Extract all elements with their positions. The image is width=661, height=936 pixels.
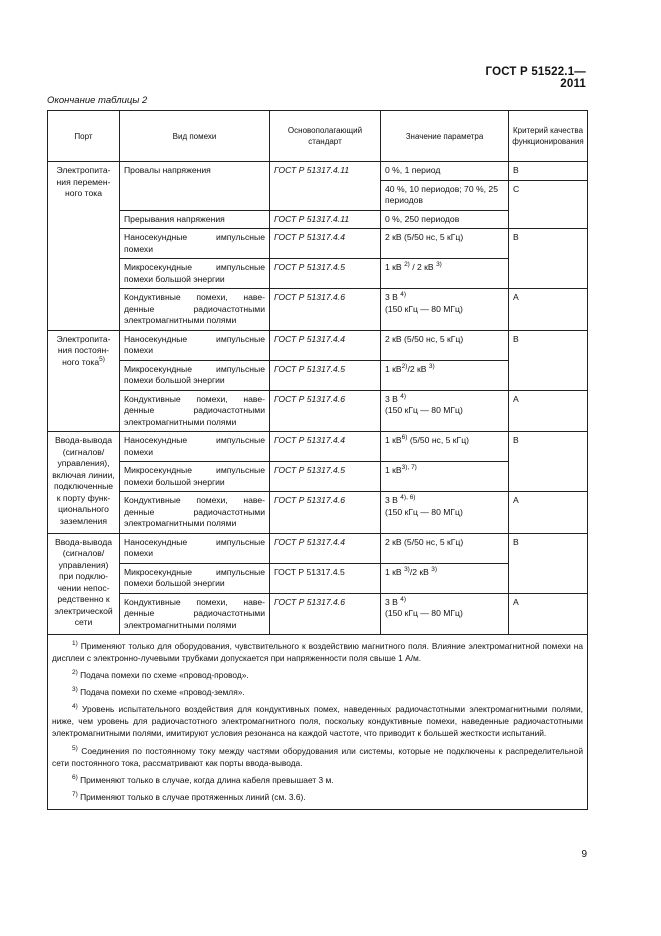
notes-cell — [48, 635, 588, 810]
table-row — [48, 289, 588, 331]
standard-cell: ГОСТ Р 51317.4.4 — [270, 330, 381, 360]
table-row — [48, 593, 588, 635]
criterion-cell: C — [509, 180, 588, 229]
value-cell: 3 В $^{4)}$ (150 кГц — 80 МГц) — [381, 289, 509, 331]
footnote: $^{7)}$ Применяют только в случае протяженных линий (см. 3.6). — [72, 790, 306, 802]
table-row — [48, 462, 588, 492]
footnote: $^{5)}$ Соединения по постоянному току между частями оборудования или системы, которые не подключены к распределительной сети постоянного тока, рассматривают как порты ввода-вывода. — [52, 744, 583, 768]
standard-cell: ГОСТ Р 51317.4.5 — [270, 462, 381, 492]
table-row — [48, 210, 588, 229]
standard-cell: ГОСТ Р 51317.4.11 — [270, 162, 381, 211]
criterion-cell: B — [509, 432, 588, 492]
value-cell: 1 кВ $^{3)}$/2 кВ $^{3)}$ — [381, 563, 509, 593]
standard-cell: ГОСТ Р 51317.4.4 — [270, 229, 381, 259]
criterion-cell: B — [509, 229, 588, 289]
page-number: 9 — [581, 849, 587, 860]
standard-cell: ГОСТ Р 51317.4.6 — [270, 593, 381, 635]
type-cell: Микросекундные импульсные помехи большой энергии — [120, 563, 270, 593]
standard-cell: ГОСТ Р 51317.4.4 — [270, 432, 381, 462]
value-cell: 1 $кВ^{6)}$ (5/50 нс, 5 кГц) — [381, 432, 509, 462]
table-row — [48, 360, 588, 390]
port-cell: Электропитания переменного тока — [48, 162, 120, 331]
standard-cell: ГОСТ Р 51317.4.5 — [270, 360, 381, 390]
type-cell: Микросекундные импульсные помехи большой энергии — [120, 259, 270, 289]
table-row — [48, 330, 588, 360]
value-cell: 1 $кВ^{3), 7)}$ — [381, 462, 509, 492]
type-cell: Прерывания напряжения — [120, 210, 270, 229]
type-cell: Кондуктивные помехи, наведенные радиочастотными электромагнитными полями — [120, 492, 270, 534]
header-port: Порт — [48, 111, 120, 162]
type-cell: Провалы напряжения — [120, 162, 270, 211]
type-cell: Микросекундные импульсные помехи большой энергии — [120, 360, 270, 390]
table-row — [48, 533, 588, 563]
table-row — [48, 563, 588, 593]
value-cell: 3 В $^{4)}$ (150 кГц — 80 МГц) — [381, 390, 509, 432]
type-cell: Наносекундные импульсные помехи — [120, 229, 270, 259]
type-cell: Наносекундные импульсные помехи — [120, 330, 270, 360]
criterion-cell: B — [509, 162, 588, 181]
type-cell: Кондуктивные помехи, наведенные радиочастотными электромагнитными полями — [120, 390, 270, 432]
value-cell: 2 кВ (5/50 нс, 5 кГц) — [381, 229, 509, 259]
table-row — [48, 390, 588, 432]
header-type: Вид помехи — [120, 111, 270, 162]
standard-cell: ГОСТ Р 51317.4.4 — [270, 533, 381, 563]
standard-cell: ГОСТ Р 51317.4.6 — [270, 390, 381, 432]
table-row — [48, 259, 588, 289]
header-criterion: Критерий качества функционирования — [509, 111, 588, 162]
value-cell: 3 В $^{4), 6)}$ (150 кГц — 80 МГц) — [381, 492, 509, 534]
type-cell: Кондуктивные помехи, наведенные радиочастотными электромагнитными полями — [120, 289, 270, 331]
criterion-cell: A — [509, 492, 588, 534]
port-cell: Ввода-вывода (сигналов/ управления) при подключении непосредственно к электрической сети — [48, 533, 120, 635]
type-cell: Наносекундные импульсные помехи — [120, 432, 270, 462]
table-row — [48, 432, 588, 462]
table-row — [48, 229, 588, 259]
value-cell: 40 %, 10 периодов; 70 %, 25 периодов — [381, 180, 509, 210]
standard-cell: ГОСТ Р 51317.4.11 — [270, 210, 381, 229]
notes-row — [48, 635, 588, 810]
value-cell: 2 кВ (5/50 нс, 5 кГц) — [381, 533, 509, 563]
footnote: $^{3)}$ Подача помехи по схеме «провод-земля». — [72, 686, 245, 697]
criterion-cell: A — [509, 289, 588, 331]
type-cell: Микросекундные импульсные помехи большой энергии — [120, 462, 270, 492]
footnote: $^{6)}$ Применяют только в случае, когда длина кабеля превышает 3 м. — [72, 773, 334, 785]
value-cell: 0 %, 250 периодов — [381, 210, 509, 229]
value-cell: 1 $кВ^{2)}/2$ кВ $^{3)}$ — [381, 360, 509, 390]
table-row — [48, 162, 588, 181]
document-code: ГОСТ Р 51522.1—2011 — [485, 66, 586, 90]
emc-test-table — [47, 110, 588, 810]
port-cell: Электропитания постоянного тока$^{5)}$ — [48, 330, 120, 432]
header-value: Значение параметра — [381, 111, 509, 162]
type-cell: Кондуктивные помехи, наведенные радиочастотными электромагнитными полями — [120, 593, 270, 635]
standard-cell: ГОСТ Р 51317.4.6 — [270, 289, 381, 331]
criterion-cell: B — [509, 533, 588, 593]
footnote: $^{4)}$ Уровень испытательного воздействия для кондуктивных помех, наведенных радиочастотными электромагнитными полями, ниже, чем уровень для радиочастотного электромагнитного поля, поскольку кондуктивные помехи, наведенные радиочастотными электромагнитными полями, имитируют условия резонанса на каждой частоте, что приводит к большей жесткости испытаний. — [52, 703, 584, 739]
table-caption: Окончание таблицы 2 — [47, 95, 148, 106]
criterion-cell: A — [509, 593, 588, 635]
criterion-cell: A — [509, 390, 588, 432]
criterion-cell: B — [509, 330, 588, 390]
value-cell: 1 кВ $^{2)}$ / 2 кВ $^{3)}$ — [381, 259, 509, 289]
header-standard: Основополагающий стандарт — [270, 111, 381, 162]
table-row — [48, 492, 588, 534]
port-cell: Ввода-вывода (сигналов/ управления), включая линии, подключенные к порту функционального заземления — [48, 432, 120, 534]
value-cell: 2 кВ (5/50 нс, 5 кГц) — [381, 330, 509, 360]
value-cell: 0 %, 1 период — [381, 162, 509, 181]
standard-cell: ГОСТ Р 51317.4.6 — [270, 492, 381, 534]
table-header-row — [48, 111, 588, 162]
footnote: $^{2)}$ Подача помехи по схеме «провод-провод». — [72, 669, 249, 680]
value-cell: 3 В $^{4)}$ (150 кГц — 80 МГц) — [381, 593, 509, 635]
footnote: $^{1)}$ Применяют только для оборудования, чувствительного к воздействию магнитного поля. Влияние электромагнитной помехи на дисплеи с электронно-лучевыми трубками допускается при напряженности поля свыше 1 А/м. — [52, 640, 584, 663]
standard-cell: ГОСТ Р 51317.4.5 — [270, 563, 381, 593]
type-cell: Наносекундные импульсные помехи — [120, 533, 270, 563]
standard-cell: ГОСТ Р 51317.4.5 — [270, 259, 381, 289]
